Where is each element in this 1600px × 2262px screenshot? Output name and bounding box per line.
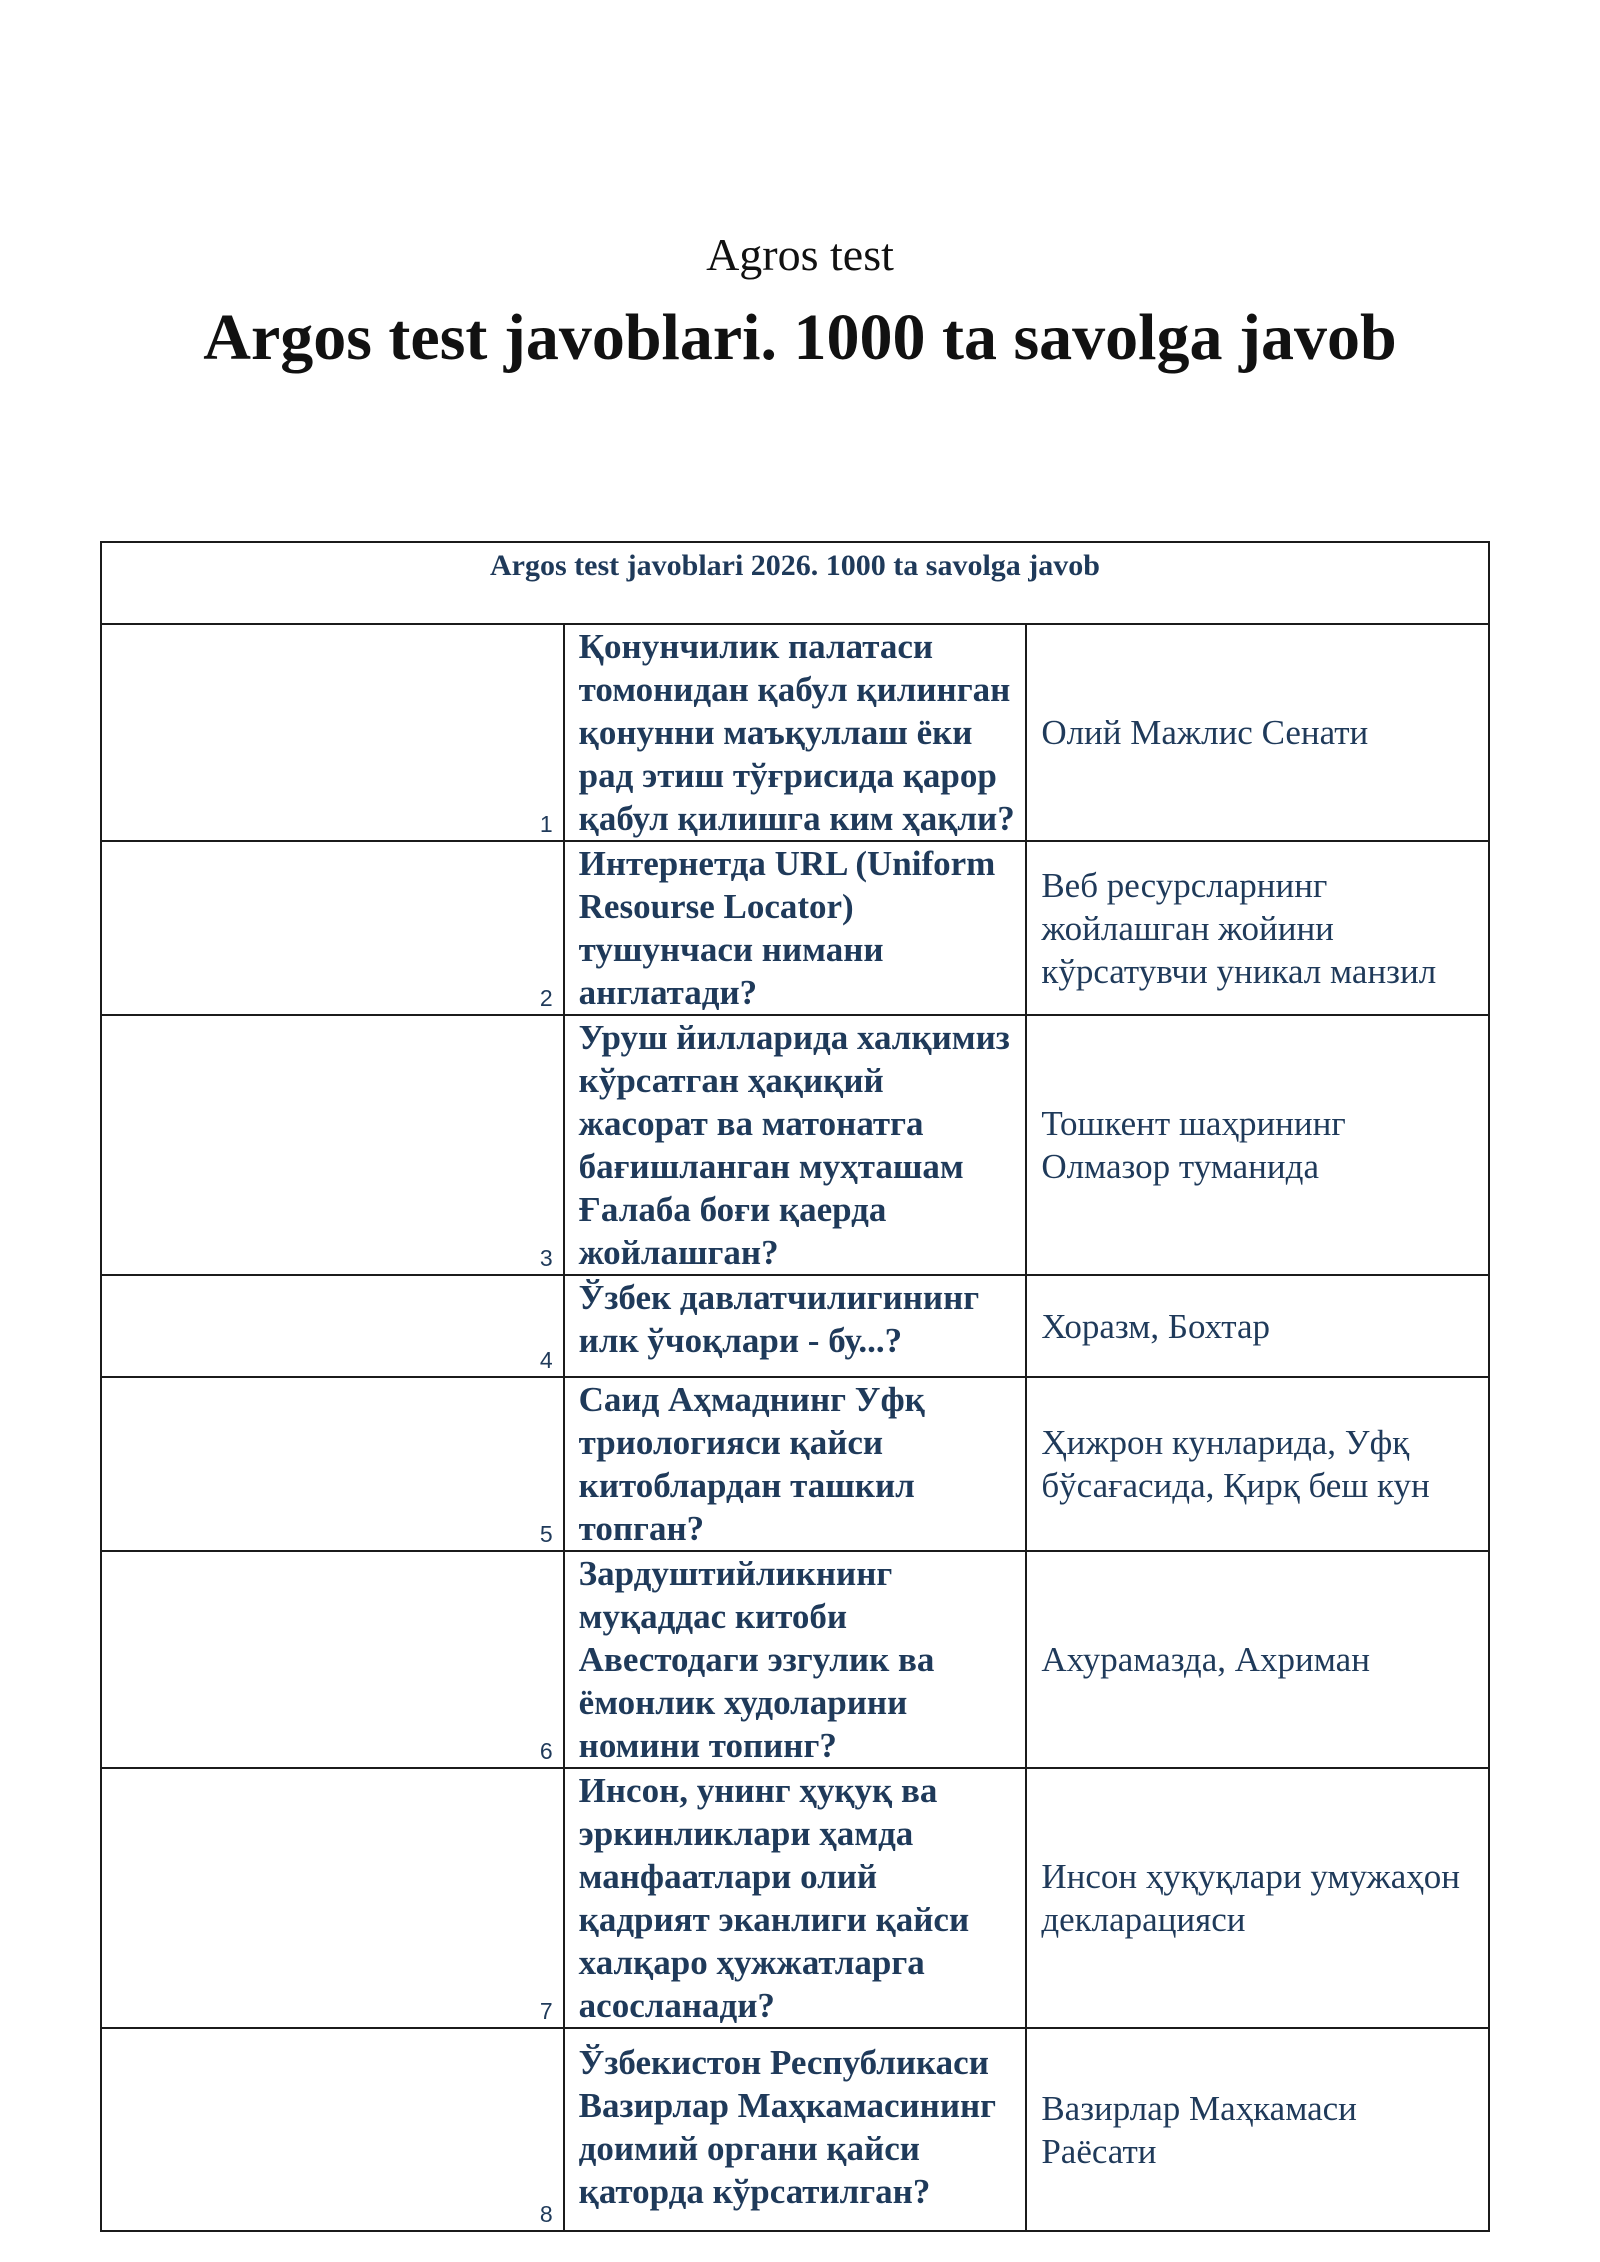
table-row <box>101 1551 1489 1768</box>
answer-cell: Ахурамазда, Ахриман <box>1026 1551 1489 1768</box>
table-row <box>101 1015 1489 1275</box>
row-number: 5 <box>101 1377 564 1551</box>
table-row <box>101 841 1489 1015</box>
row-number: 4 <box>101 1275 564 1377</box>
table-caption-row <box>101 542 1489 624</box>
row-number: 3 <box>101 1015 564 1275</box>
table-row <box>101 1275 1489 1377</box>
table-caption: Argos test javoblari 2026. 1000 ta savolga javob <box>101 542 1489 624</box>
row-number: 6 <box>101 1551 564 1768</box>
question-cell: Ўзбек давлатчилигининг илк ўчоқлари - бу...? <box>564 1275 1027 1377</box>
answer-cell: Ҳижрон кунларида, Уфқ бўсағасида, Қирқ беш кун <box>1026 1377 1489 1551</box>
question-cell: Қонунчилик палатаси томонидан қабул қилинган қонунни маъқуллаш ёки рад этиш тўғрисида қарор қабул қилишга ким ҳақли? <box>564 624 1027 841</box>
page-title: Argos test javoblari. 1000 ta savolga javob <box>203 301 1397 374</box>
question-cell: Зардуштийликнинг муқаддас китоби Авестодаги эзгулик ва ёмонлик худоларини номини топинг? <box>564 1551 1027 1768</box>
row-number: 1 <box>101 624 564 841</box>
answer-cell: Веб ресурсларнинг жойлашган жойини кўрсатувчи уникал манзил <box>1026 841 1489 1015</box>
table-row <box>101 1377 1489 1551</box>
answer-cell: Инсон ҳуқуқлари умужаҳон декларацияси <box>1026 1768 1489 2028</box>
row-number: 2 <box>101 841 564 1015</box>
site-title: Agros test <box>706 229 894 280</box>
row-number: 8 <box>101 2028 564 2231</box>
question-cell: Ўзбекистон Республикаси Вазирлар Маҳкамасининг доимий органи қайси қаторда кўрсатилган? <box>564 2028 1027 2231</box>
question-cell: Саид Аҳмаднинг Уфқ триологияси қайси китоблардан ташкил топган? <box>564 1377 1027 1551</box>
answer-cell: Вазирлар Маҳкамаси Раёсати <box>1026 2028 1489 2231</box>
qa-table <box>100 541 1490 2232</box>
question-cell: Уруш йилларида халқимиз кўрсатган ҳақиқий жасорат ва матонатга бағишланган муҳташам Ғалаба боғи қаерда жойлашган? <box>564 1015 1027 1275</box>
row-number: 7 <box>101 1768 564 2028</box>
table-row <box>101 2028 1489 2231</box>
table-row <box>101 1768 1489 2028</box>
question-cell: Интернетда URL (Uniform Resourse Locator) тушунчаси нимани англатади? <box>564 841 1027 1015</box>
table-row <box>101 624 1489 841</box>
question-cell: Инсон, унинг ҳуқуқ ва эркинликлари ҳамда манфаатлари олий қадрият эканлиги қайси халқаро ҳужжатларга асосланади? <box>564 1768 1027 2028</box>
answer-cell: Хоразм, Бохтар <box>1026 1275 1489 1377</box>
answer-cell: Тошкент шаҳрининг Олмазор туманида <box>1026 1015 1489 1275</box>
answer-cell: Олий Мажлис Сенати <box>1026 624 1489 841</box>
